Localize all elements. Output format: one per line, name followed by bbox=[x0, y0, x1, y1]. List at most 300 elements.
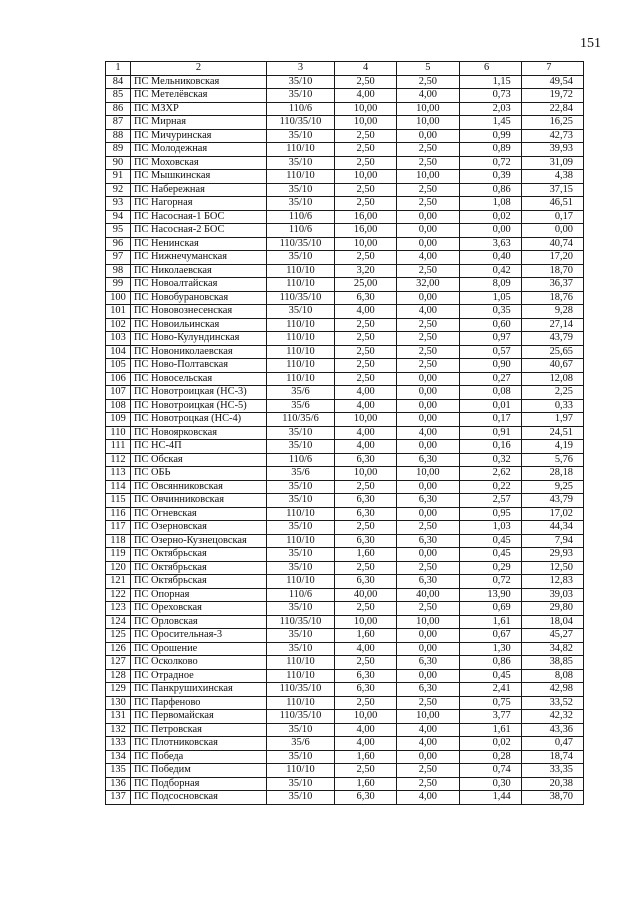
col-number-cell: 117 bbox=[106, 521, 131, 535]
col-7-cell: 17,20 bbox=[521, 251, 583, 265]
col-7-cell: 20,38 bbox=[521, 777, 583, 791]
col-6-cell: 0,28 bbox=[459, 750, 521, 764]
col-substation-name-cell: ПС Новоильинская bbox=[131, 318, 267, 332]
col-substation-name-cell: ПС Октябрьская bbox=[131, 561, 267, 575]
col-4-cell: 2,50 bbox=[335, 251, 397, 265]
col-6-cell: 0,32 bbox=[459, 453, 521, 467]
col-6-cell: 0,57 bbox=[459, 345, 521, 359]
col-6-cell: 0,97 bbox=[459, 332, 521, 346]
table-row bbox=[106, 521, 584, 535]
col-number-cell: 125 bbox=[106, 629, 131, 643]
col-number-cell: 133 bbox=[106, 737, 131, 751]
col-4-cell: 1,60 bbox=[335, 777, 397, 791]
col-6-cell: 0,90 bbox=[459, 359, 521, 373]
col-4-cell: 6,30 bbox=[335, 453, 397, 467]
col-number-cell: 119 bbox=[106, 548, 131, 562]
col-number-cell: 126 bbox=[106, 642, 131, 656]
col-4-cell: 2,50 bbox=[335, 332, 397, 346]
col-number-cell: 111 bbox=[106, 440, 131, 454]
col-4-cell: 2,50 bbox=[335, 197, 397, 211]
col-number-cell: 89 bbox=[106, 143, 131, 157]
col-6-cell: 3,63 bbox=[459, 237, 521, 251]
table-row bbox=[106, 237, 584, 251]
col-voltage-cell: 110/35/10 bbox=[267, 683, 335, 697]
col-voltage-cell: 110/10 bbox=[267, 318, 335, 332]
col-7-cell: 39,03 bbox=[521, 588, 583, 602]
col-5-cell: 4,00 bbox=[397, 723, 459, 737]
col-7-cell: 34,82 bbox=[521, 642, 583, 656]
col-4-cell: 10,00 bbox=[335, 237, 397, 251]
col-4-cell: 10,00 bbox=[335, 710, 397, 724]
col-7-cell: 43,79 bbox=[521, 494, 583, 508]
col-6-cell: 0,69 bbox=[459, 602, 521, 616]
col-5-cell: 0,00 bbox=[397, 548, 459, 562]
col-5-cell: 2,50 bbox=[397, 75, 459, 89]
header-cell-7: 7 bbox=[521, 62, 583, 76]
table-header bbox=[106, 62, 584, 76]
col-7-cell: 29,93 bbox=[521, 548, 583, 562]
col-substation-name-cell: ПС Отрадное bbox=[131, 669, 267, 683]
col-7-cell: 0,00 bbox=[521, 224, 583, 238]
col-4-cell: 10,00 bbox=[335, 170, 397, 184]
col-substation-name-cell: ПС Осколково bbox=[131, 656, 267, 670]
col-5-cell: 0,00 bbox=[397, 399, 459, 413]
col-5-cell: 2,50 bbox=[397, 561, 459, 575]
col-substation-name-cell: ПС Набережная bbox=[131, 183, 267, 197]
col-4-cell: 2,50 bbox=[335, 156, 397, 170]
col-6-cell: 0,72 bbox=[459, 156, 521, 170]
col-5-cell: 4,00 bbox=[397, 426, 459, 440]
col-7-cell: 18,76 bbox=[521, 291, 583, 305]
table-row bbox=[106, 480, 584, 494]
col-4-cell: 4,00 bbox=[335, 399, 397, 413]
col-number-cell: 100 bbox=[106, 291, 131, 305]
col-6-cell: 0,22 bbox=[459, 480, 521, 494]
col-6-cell: 1,44 bbox=[459, 791, 521, 805]
col-5-cell: 10,00 bbox=[397, 116, 459, 130]
col-5-cell: 0,00 bbox=[397, 629, 459, 643]
col-4-cell: 25,00 bbox=[335, 278, 397, 292]
col-substation-name-cell: ПС Насосная-2 БОС bbox=[131, 224, 267, 238]
col-5-cell: 6,30 bbox=[397, 534, 459, 548]
col-substation-name-cell: ПС Парфеново bbox=[131, 696, 267, 710]
col-voltage-cell: 110/6 bbox=[267, 102, 335, 116]
col-number-cell: 127 bbox=[106, 656, 131, 670]
col-7-cell: 31,09 bbox=[521, 156, 583, 170]
col-substation-name-cell: ПС Новосельская bbox=[131, 372, 267, 386]
table-row bbox=[106, 386, 584, 400]
col-substation-name-cell: ПС Новотроицкая (НС-3) bbox=[131, 386, 267, 400]
col-7-cell: 4,19 bbox=[521, 440, 583, 454]
col-number-cell: 115 bbox=[106, 494, 131, 508]
table-row bbox=[106, 602, 584, 616]
col-5-cell: 0,00 bbox=[397, 669, 459, 683]
col-7-cell: 12,50 bbox=[521, 561, 583, 575]
col-7-cell: 0,17 bbox=[521, 210, 583, 224]
col-substation-name-cell: ПС Победа bbox=[131, 750, 267, 764]
col-substation-name-cell: ПС Озерновская bbox=[131, 521, 267, 535]
table-row bbox=[106, 413, 584, 427]
col-number-cell: 96 bbox=[106, 237, 131, 251]
col-5-cell: 10,00 bbox=[397, 615, 459, 629]
col-substation-name-cell: ПС МЗХР bbox=[131, 102, 267, 116]
col-6-cell: 1,61 bbox=[459, 615, 521, 629]
col-voltage-cell: 110/10 bbox=[267, 372, 335, 386]
col-number-cell: 97 bbox=[106, 251, 131, 265]
col-4-cell: 2,50 bbox=[335, 345, 397, 359]
col-6-cell: 0,45 bbox=[459, 548, 521, 562]
col-number-cell: 130 bbox=[106, 696, 131, 710]
col-voltage-cell: 35/10 bbox=[267, 629, 335, 643]
table-row bbox=[106, 183, 584, 197]
table-row bbox=[106, 264, 584, 278]
col-6-cell: 0,86 bbox=[459, 656, 521, 670]
col-4-cell: 10,00 bbox=[335, 116, 397, 130]
col-substation-name-cell: ПС Мельниковская bbox=[131, 75, 267, 89]
col-7-cell: 27,14 bbox=[521, 318, 583, 332]
col-6-cell: 0,45 bbox=[459, 669, 521, 683]
header-cell-1: 1 bbox=[106, 62, 131, 76]
col-substation-name-cell: ПС Нагорная bbox=[131, 197, 267, 211]
col-4-cell: 6,30 bbox=[335, 683, 397, 697]
col-4-cell: 2,50 bbox=[335, 318, 397, 332]
col-voltage-cell: 35/10 bbox=[267, 561, 335, 575]
col-number-cell: 128 bbox=[106, 669, 131, 683]
col-6-cell: 1,45 bbox=[459, 116, 521, 130]
table-row bbox=[106, 588, 584, 602]
col-6-cell: 0,29 bbox=[459, 561, 521, 575]
table-row bbox=[106, 291, 584, 305]
col-substation-name-cell: ПС Николаевская bbox=[131, 264, 267, 278]
col-5-cell: 10,00 bbox=[397, 710, 459, 724]
col-7-cell: 42,73 bbox=[521, 129, 583, 143]
col-6-cell: 0,00 bbox=[459, 224, 521, 238]
col-substation-name-cell: ПС Октябрьская bbox=[131, 575, 267, 589]
col-number-cell: 137 bbox=[106, 791, 131, 805]
table-row bbox=[106, 507, 584, 521]
col-4-cell: 4,00 bbox=[335, 89, 397, 103]
col-5-cell: 4,00 bbox=[397, 791, 459, 805]
col-number-cell: 123 bbox=[106, 602, 131, 616]
table-row bbox=[106, 129, 584, 143]
col-6-cell: 0,72 bbox=[459, 575, 521, 589]
col-4-cell: 2,50 bbox=[335, 480, 397, 494]
header-cell-2: 2 bbox=[131, 62, 267, 76]
col-voltage-cell: 110/10 bbox=[267, 143, 335, 157]
col-7-cell: 42,32 bbox=[521, 710, 583, 724]
col-4-cell: 6,30 bbox=[335, 507, 397, 521]
col-4-cell: 2,50 bbox=[335, 143, 397, 157]
col-7-cell: 25,65 bbox=[521, 345, 583, 359]
col-substation-name-cell: ПС Нововознесенская bbox=[131, 305, 267, 319]
col-4-cell: 6,30 bbox=[335, 669, 397, 683]
col-substation-name-cell: ПС Мирная bbox=[131, 116, 267, 130]
col-6-cell: 0,35 bbox=[459, 305, 521, 319]
col-5-cell: 6,30 bbox=[397, 575, 459, 589]
table-row bbox=[106, 534, 584, 548]
col-substation-name-cell: ПС Нижнечуманская bbox=[131, 251, 267, 265]
col-5-cell: 40,00 bbox=[397, 588, 459, 602]
col-number-cell: 135 bbox=[106, 764, 131, 778]
col-substation-name-cell: ПС Победим bbox=[131, 764, 267, 778]
col-number-cell: 85 bbox=[106, 89, 131, 103]
header-row bbox=[106, 62, 584, 76]
table-row bbox=[106, 332, 584, 346]
col-7-cell: 2,25 bbox=[521, 386, 583, 400]
table-row bbox=[106, 102, 584, 116]
col-substation-name-cell: ПС Моховская bbox=[131, 156, 267, 170]
col-6-cell: 1,08 bbox=[459, 197, 521, 211]
col-5-cell: 0,00 bbox=[397, 507, 459, 521]
col-number-cell: 91 bbox=[106, 170, 131, 184]
col-5-cell: 2,50 bbox=[397, 183, 459, 197]
col-voltage-cell: 35/6 bbox=[267, 399, 335, 413]
col-voltage-cell: 110/10 bbox=[267, 575, 335, 589]
col-number-cell: 99 bbox=[106, 278, 131, 292]
col-6-cell: 0,01 bbox=[459, 399, 521, 413]
col-4-cell: 10,00 bbox=[335, 413, 397, 427]
col-4-cell: 1,60 bbox=[335, 629, 397, 643]
col-7-cell: 43,36 bbox=[521, 723, 583, 737]
table-row bbox=[106, 696, 584, 710]
col-number-cell: 121 bbox=[106, 575, 131, 589]
table-row bbox=[106, 791, 584, 805]
col-6-cell: 0,89 bbox=[459, 143, 521, 157]
col-5-cell: 2,50 bbox=[397, 264, 459, 278]
col-5-cell: 0,00 bbox=[397, 372, 459, 386]
col-5-cell: 2,50 bbox=[397, 156, 459, 170]
col-5-cell: 0,00 bbox=[397, 291, 459, 305]
col-voltage-cell: 110/6 bbox=[267, 224, 335, 238]
col-4-cell: 2,50 bbox=[335, 602, 397, 616]
col-number-cell: 113 bbox=[106, 467, 131, 481]
col-substation-name-cell: ПС Овчинниковская bbox=[131, 494, 267, 508]
col-7-cell: 22,84 bbox=[521, 102, 583, 116]
col-substation-name-cell: ПС Ново-Кулундинская bbox=[131, 332, 267, 346]
col-voltage-cell: 35/10 bbox=[267, 75, 335, 89]
header-cell-3: 3 bbox=[267, 62, 335, 76]
col-7-cell: 40,74 bbox=[521, 237, 583, 251]
col-5-cell: 2,50 bbox=[397, 197, 459, 211]
col-4-cell: 16,00 bbox=[335, 224, 397, 238]
col-number-cell: 84 bbox=[106, 75, 131, 89]
col-5-cell: 2,50 bbox=[397, 764, 459, 778]
table-row bbox=[106, 345, 584, 359]
col-7-cell: 9,25 bbox=[521, 480, 583, 494]
col-voltage-cell: 35/10 bbox=[267, 251, 335, 265]
col-number-cell: 86 bbox=[106, 102, 131, 116]
col-voltage-cell: 35/10 bbox=[267, 548, 335, 562]
table-row bbox=[106, 548, 584, 562]
table-row bbox=[106, 642, 584, 656]
table-row bbox=[106, 575, 584, 589]
col-7-cell: 38,70 bbox=[521, 791, 583, 805]
col-voltage-cell: 110/10 bbox=[267, 669, 335, 683]
col-voltage-cell: 35/10 bbox=[267, 89, 335, 103]
col-voltage-cell: 35/10 bbox=[267, 426, 335, 440]
col-4-cell: 2,50 bbox=[335, 696, 397, 710]
col-7-cell: 33,52 bbox=[521, 696, 583, 710]
col-6-cell: 0,08 bbox=[459, 386, 521, 400]
col-6-cell: 0,75 bbox=[459, 696, 521, 710]
col-6-cell: 0,45 bbox=[459, 534, 521, 548]
col-6-cell: 0,02 bbox=[459, 210, 521, 224]
col-6-cell: 0,02 bbox=[459, 737, 521, 751]
col-6-cell: 0,17 bbox=[459, 413, 521, 427]
col-voltage-cell: 35/10 bbox=[267, 521, 335, 535]
col-5-cell: 0,00 bbox=[397, 413, 459, 427]
col-5-cell: 0,00 bbox=[397, 480, 459, 494]
col-4-cell: 4,00 bbox=[335, 723, 397, 737]
col-5-cell: 0,00 bbox=[397, 440, 459, 454]
col-voltage-cell: 35/10 bbox=[267, 750, 335, 764]
col-voltage-cell: 35/10 bbox=[267, 440, 335, 454]
col-voltage-cell: 110/6 bbox=[267, 453, 335, 467]
col-5-cell: 0,00 bbox=[397, 750, 459, 764]
col-4-cell: 4,00 bbox=[335, 426, 397, 440]
col-4-cell: 2,50 bbox=[335, 129, 397, 143]
col-voltage-cell: 35/6 bbox=[267, 386, 335, 400]
table-row bbox=[106, 224, 584, 238]
col-number-cell: 107 bbox=[106, 386, 131, 400]
col-substation-name-cell: ПС Обская bbox=[131, 453, 267, 467]
col-4-cell: 2,50 bbox=[335, 183, 397, 197]
col-number-cell: 109 bbox=[106, 413, 131, 427]
col-6-cell: 2,62 bbox=[459, 467, 521, 481]
col-substation-name-cell: ПС Первомайская bbox=[131, 710, 267, 724]
col-4-cell: 4,00 bbox=[335, 386, 397, 400]
col-4-cell: 10,00 bbox=[335, 615, 397, 629]
col-5-cell: 0,00 bbox=[397, 237, 459, 251]
col-6-cell: 0,91 bbox=[459, 426, 521, 440]
col-number-cell: 120 bbox=[106, 561, 131, 575]
table-row bbox=[106, 251, 584, 265]
col-number-cell: 106 bbox=[106, 372, 131, 386]
col-7-cell: 40,67 bbox=[521, 359, 583, 373]
col-voltage-cell: 35/6 bbox=[267, 737, 335, 751]
col-number-cell: 112 bbox=[106, 453, 131, 467]
col-number-cell: 87 bbox=[106, 116, 131, 130]
table-row bbox=[106, 750, 584, 764]
col-substation-name-cell: ПС Молодежная bbox=[131, 143, 267, 157]
col-voltage-cell: 110/35/10 bbox=[267, 291, 335, 305]
col-voltage-cell: 35/10 bbox=[267, 156, 335, 170]
col-6-cell: 3,77 bbox=[459, 710, 521, 724]
table-row bbox=[106, 210, 584, 224]
col-number-cell: 116 bbox=[106, 507, 131, 521]
col-7-cell: 44,34 bbox=[521, 521, 583, 535]
col-voltage-cell: 110/35/10 bbox=[267, 615, 335, 629]
table-row bbox=[106, 683, 584, 697]
table-row bbox=[106, 197, 584, 211]
col-7-cell: 18,74 bbox=[521, 750, 583, 764]
col-5-cell: 2,50 bbox=[397, 521, 459, 535]
col-number-cell: 90 bbox=[106, 156, 131, 170]
col-number-cell: 132 bbox=[106, 723, 131, 737]
col-4-cell: 2,50 bbox=[335, 359, 397, 373]
col-6-cell: 0,99 bbox=[459, 129, 521, 143]
table-row bbox=[106, 116, 584, 130]
col-6-cell: 2,41 bbox=[459, 683, 521, 697]
col-6-cell: 0,73 bbox=[459, 89, 521, 103]
col-number-cell: 108 bbox=[106, 399, 131, 413]
col-substation-name-cell: ПС Метелёвская bbox=[131, 89, 267, 103]
col-7-cell: 16,25 bbox=[521, 116, 583, 130]
col-substation-name-cell: ПС Овсянниковская bbox=[131, 480, 267, 494]
table-row bbox=[106, 737, 584, 751]
col-4-cell: 4,00 bbox=[335, 642, 397, 656]
col-voltage-cell: 35/10 bbox=[267, 642, 335, 656]
col-number-cell: 92 bbox=[106, 183, 131, 197]
col-voltage-cell: 35/10 bbox=[267, 197, 335, 211]
table-row bbox=[106, 278, 584, 292]
col-voltage-cell: 110/10 bbox=[267, 359, 335, 373]
table-row bbox=[106, 170, 584, 184]
col-4-cell: 10,00 bbox=[335, 467, 397, 481]
col-number-cell: 103 bbox=[106, 332, 131, 346]
col-7-cell: 12,83 bbox=[521, 575, 583, 589]
col-voltage-cell: 110/10 bbox=[267, 507, 335, 521]
col-number-cell: 110 bbox=[106, 426, 131, 440]
col-5-cell: 4,00 bbox=[397, 251, 459, 265]
col-substation-name-cell: ПС ОБЬ bbox=[131, 467, 267, 481]
col-7-cell: 19,72 bbox=[521, 89, 583, 103]
col-number-cell: 124 bbox=[106, 615, 131, 629]
col-5-cell: 2,50 bbox=[397, 345, 459, 359]
col-voltage-cell: 35/10 bbox=[267, 602, 335, 616]
col-7-cell: 12,08 bbox=[521, 372, 583, 386]
col-4-cell: 6,30 bbox=[335, 291, 397, 305]
table-row bbox=[106, 305, 584, 319]
col-4-cell: 4,00 bbox=[335, 305, 397, 319]
col-5-cell: 2,50 bbox=[397, 602, 459, 616]
col-number-cell: 93 bbox=[106, 197, 131, 211]
col-substation-name-cell: ПС Новотроицкая (НС-5) bbox=[131, 399, 267, 413]
col-4-cell: 2,50 bbox=[335, 764, 397, 778]
col-5-cell: 2,50 bbox=[397, 332, 459, 346]
col-5-cell: 10,00 bbox=[397, 170, 459, 184]
col-5-cell: 10,00 bbox=[397, 467, 459, 481]
col-number-cell: 136 bbox=[106, 777, 131, 791]
col-7-cell: 37,15 bbox=[521, 183, 583, 197]
col-4-cell: 2,50 bbox=[335, 521, 397, 535]
col-substation-name-cell: ПС Огневская bbox=[131, 507, 267, 521]
col-7-cell: 5,76 bbox=[521, 453, 583, 467]
col-voltage-cell: 110/10 bbox=[267, 170, 335, 184]
col-5-cell: 4,00 bbox=[397, 89, 459, 103]
col-voltage-cell: 35/10 bbox=[267, 183, 335, 197]
col-number-cell: 118 bbox=[106, 534, 131, 548]
table-row bbox=[106, 656, 584, 670]
col-number-cell: 129 bbox=[106, 683, 131, 697]
col-voltage-cell: 110/10 bbox=[267, 264, 335, 278]
col-voltage-cell: 110/10 bbox=[267, 278, 335, 292]
col-7-cell: 9,28 bbox=[521, 305, 583, 319]
substation-table bbox=[105, 61, 584, 805]
col-5-cell: 0,00 bbox=[397, 386, 459, 400]
col-voltage-cell: 35/10 bbox=[267, 777, 335, 791]
col-6-cell: 0,67 bbox=[459, 629, 521, 643]
table-row bbox=[106, 359, 584, 373]
col-voltage-cell: 110/35/10 bbox=[267, 710, 335, 724]
col-4-cell: 4,00 bbox=[335, 737, 397, 751]
col-6-cell: 0,60 bbox=[459, 318, 521, 332]
col-4-cell: 1,60 bbox=[335, 750, 397, 764]
col-7-cell: 38,85 bbox=[521, 656, 583, 670]
col-substation-name-cell: ПС Новониколаевская bbox=[131, 345, 267, 359]
table-row bbox=[106, 372, 584, 386]
col-substation-name-cell: ПС Насосная-1 БОС bbox=[131, 210, 267, 224]
